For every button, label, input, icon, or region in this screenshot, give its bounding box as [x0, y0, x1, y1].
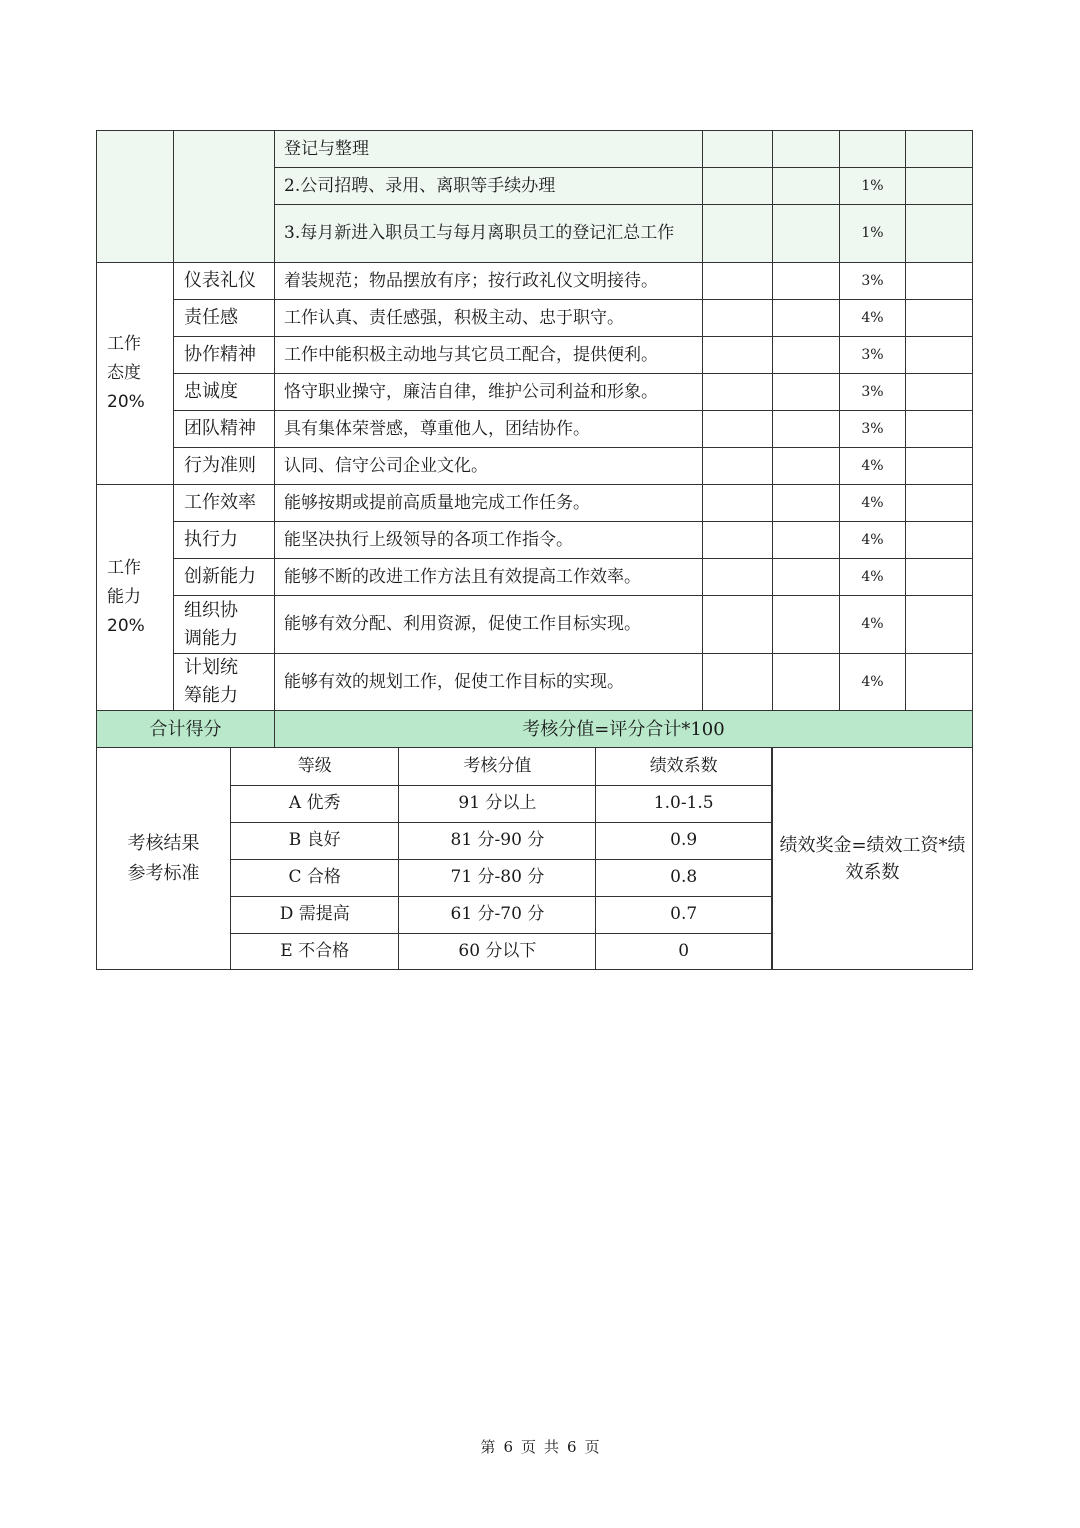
score-cell[interactable] [906, 300, 973, 337]
criteria-desc: 认同、信守公司企业文化。 [275, 448, 703, 485]
score-header: 考核分值 [399, 748, 596, 785]
page-footer: 第 6 页 共 6 页 [480, 1438, 600, 1456]
criteria-desc: 能够有效的规划工作，促使工作目标的实现。 [275, 654, 703, 711]
item-label: 责任感 [174, 300, 275, 337]
table-row [97, 654, 973, 711]
item-label: 忠诚度 [174, 374, 275, 411]
item-label: 团队精神 [174, 411, 275, 448]
item-label: 工作效率 [174, 485, 275, 522]
grade-row: E 不合格 60 分以下 0 [231, 933, 772, 969]
criteria-desc: 能够按期或提前高质量地完成工作任务。 [275, 485, 703, 522]
page-total: 6 [567, 1438, 577, 1456]
criteria-desc: 具有集体荣誉感，尊重他人，团结协作。 [275, 411, 703, 448]
item-label: 行为准则 [174, 448, 275, 485]
weight-cell: 3% [840, 263, 906, 300]
task-desc: 3.每月新进入职员工与每月离职员工的登记汇总工作 [275, 205, 703, 263]
weight-cell [840, 131, 906, 168]
item-label: 组织协 调能力 [174, 596, 275, 654]
table-row [97, 131, 973, 168]
grade-row: C 合格 71 分-80 分 0.8 [231, 859, 772, 896]
grade-row: A 优秀 91 分以上 1.0-1.5 [231, 785, 772, 822]
table-row [97, 300, 973, 337]
weight-cell: 4% [840, 300, 906, 337]
weight-cell: 4% [840, 596, 906, 654]
score-cell[interactable] [906, 654, 973, 711]
criteria-desc: 着装规范；物品摆放有序；按行政礼仪文明接待。 [275, 263, 703, 300]
weight-cell: 4% [840, 559, 906, 596]
score-cell[interactable] [906, 522, 973, 559]
weight-cell: 4% [840, 448, 906, 485]
item-label: 计划统 筹能力 [174, 654, 275, 711]
score-cell[interactable] [906, 131, 973, 168]
grade-table [231, 748, 772, 969]
table-row [97, 411, 973, 448]
score-cell[interactable] [906, 596, 973, 654]
item-label: 协作精神 [174, 337, 275, 374]
weight-cell: 3% [840, 411, 906, 448]
table-row [97, 263, 973, 300]
score-cell[interactable] [906, 448, 973, 485]
score-cell[interactable] [906, 168, 973, 205]
weight-cell: 4% [840, 522, 906, 559]
bonus-formula: 绩效奖金=绩效工资*绩效系数 [773, 748, 973, 970]
criteria-desc: 工作认真、责任感强，积极主动、忠于职守。 [275, 300, 703, 337]
page-number: 6 [503, 1438, 513, 1456]
criteria-desc: 能够不断的改进工作方法且有效提高工作效率。 [275, 559, 703, 596]
score-cell[interactable] [906, 263, 973, 300]
table-row [97, 448, 973, 485]
score-cell[interactable] [906, 374, 973, 411]
summary-row [97, 711, 973, 748]
table-row [97, 559, 973, 596]
grade-header: 等级 [231, 748, 399, 785]
item-label: 仪表礼仪 [174, 263, 275, 300]
weight-cell: 1% [840, 205, 906, 263]
criteria-desc: 能够有效分配、利用资源，促使工作目标实现。 [275, 596, 703, 654]
category-ability: 工作 能力 20% [97, 485, 174, 711]
category-cell-continued [97, 131, 174, 263]
total-score-label: 合计得分 [97, 711, 275, 748]
task-desc: 登记与整理 [275, 131, 703, 168]
table-row [97, 596, 973, 654]
coef-header: 绩效系数 [596, 748, 772, 785]
reference-row [97, 748, 973, 970]
weight-cell: 4% [840, 485, 906, 522]
category-attitude: 工作 态度 20% [97, 263, 174, 485]
table-row [97, 337, 973, 374]
criteria-desc: 工作中能积极主动地与其它员工配合，提供便利。 [275, 337, 703, 374]
item-cell-continued [174, 131, 275, 263]
table-row [97, 485, 973, 522]
grade-row: B 良好 81 分-90 分 0.9 [231, 822, 772, 859]
grade-row: D 需提高 61 分-70 分 0.7 [231, 896, 772, 933]
score-cell[interactable] [906, 559, 973, 596]
criteria-desc: 能坚决执行上级领导的各项工作指令。 [275, 522, 703, 559]
task-desc: 2.公司招聘、录用、离职等手续办理 [275, 168, 703, 205]
score-cell[interactable] [906, 411, 973, 448]
reference-label: 考核结果 参考标准 [97, 748, 231, 970]
table-row [97, 522, 973, 559]
item-label: 执行力 [174, 522, 275, 559]
weight-cell: 1% [840, 168, 906, 205]
score-cell[interactable] [906, 205, 973, 263]
score-formula: 考核分值=评分合计*100 [275, 711, 973, 748]
weight-cell: 3% [840, 337, 906, 374]
score-cell[interactable] [906, 485, 973, 522]
evaluation-table [96, 130, 973, 970]
criteria-desc: 恪守职业操守，廉洁自律，维护公司利益和形象。 [275, 374, 703, 411]
score-cell[interactable] [906, 337, 973, 374]
weight-cell: 3% [840, 374, 906, 411]
grade-table-cell [231, 748, 773, 970]
weight-cell: 4% [840, 654, 906, 711]
table-row [97, 374, 973, 411]
item-label: 创新能力 [174, 559, 275, 596]
